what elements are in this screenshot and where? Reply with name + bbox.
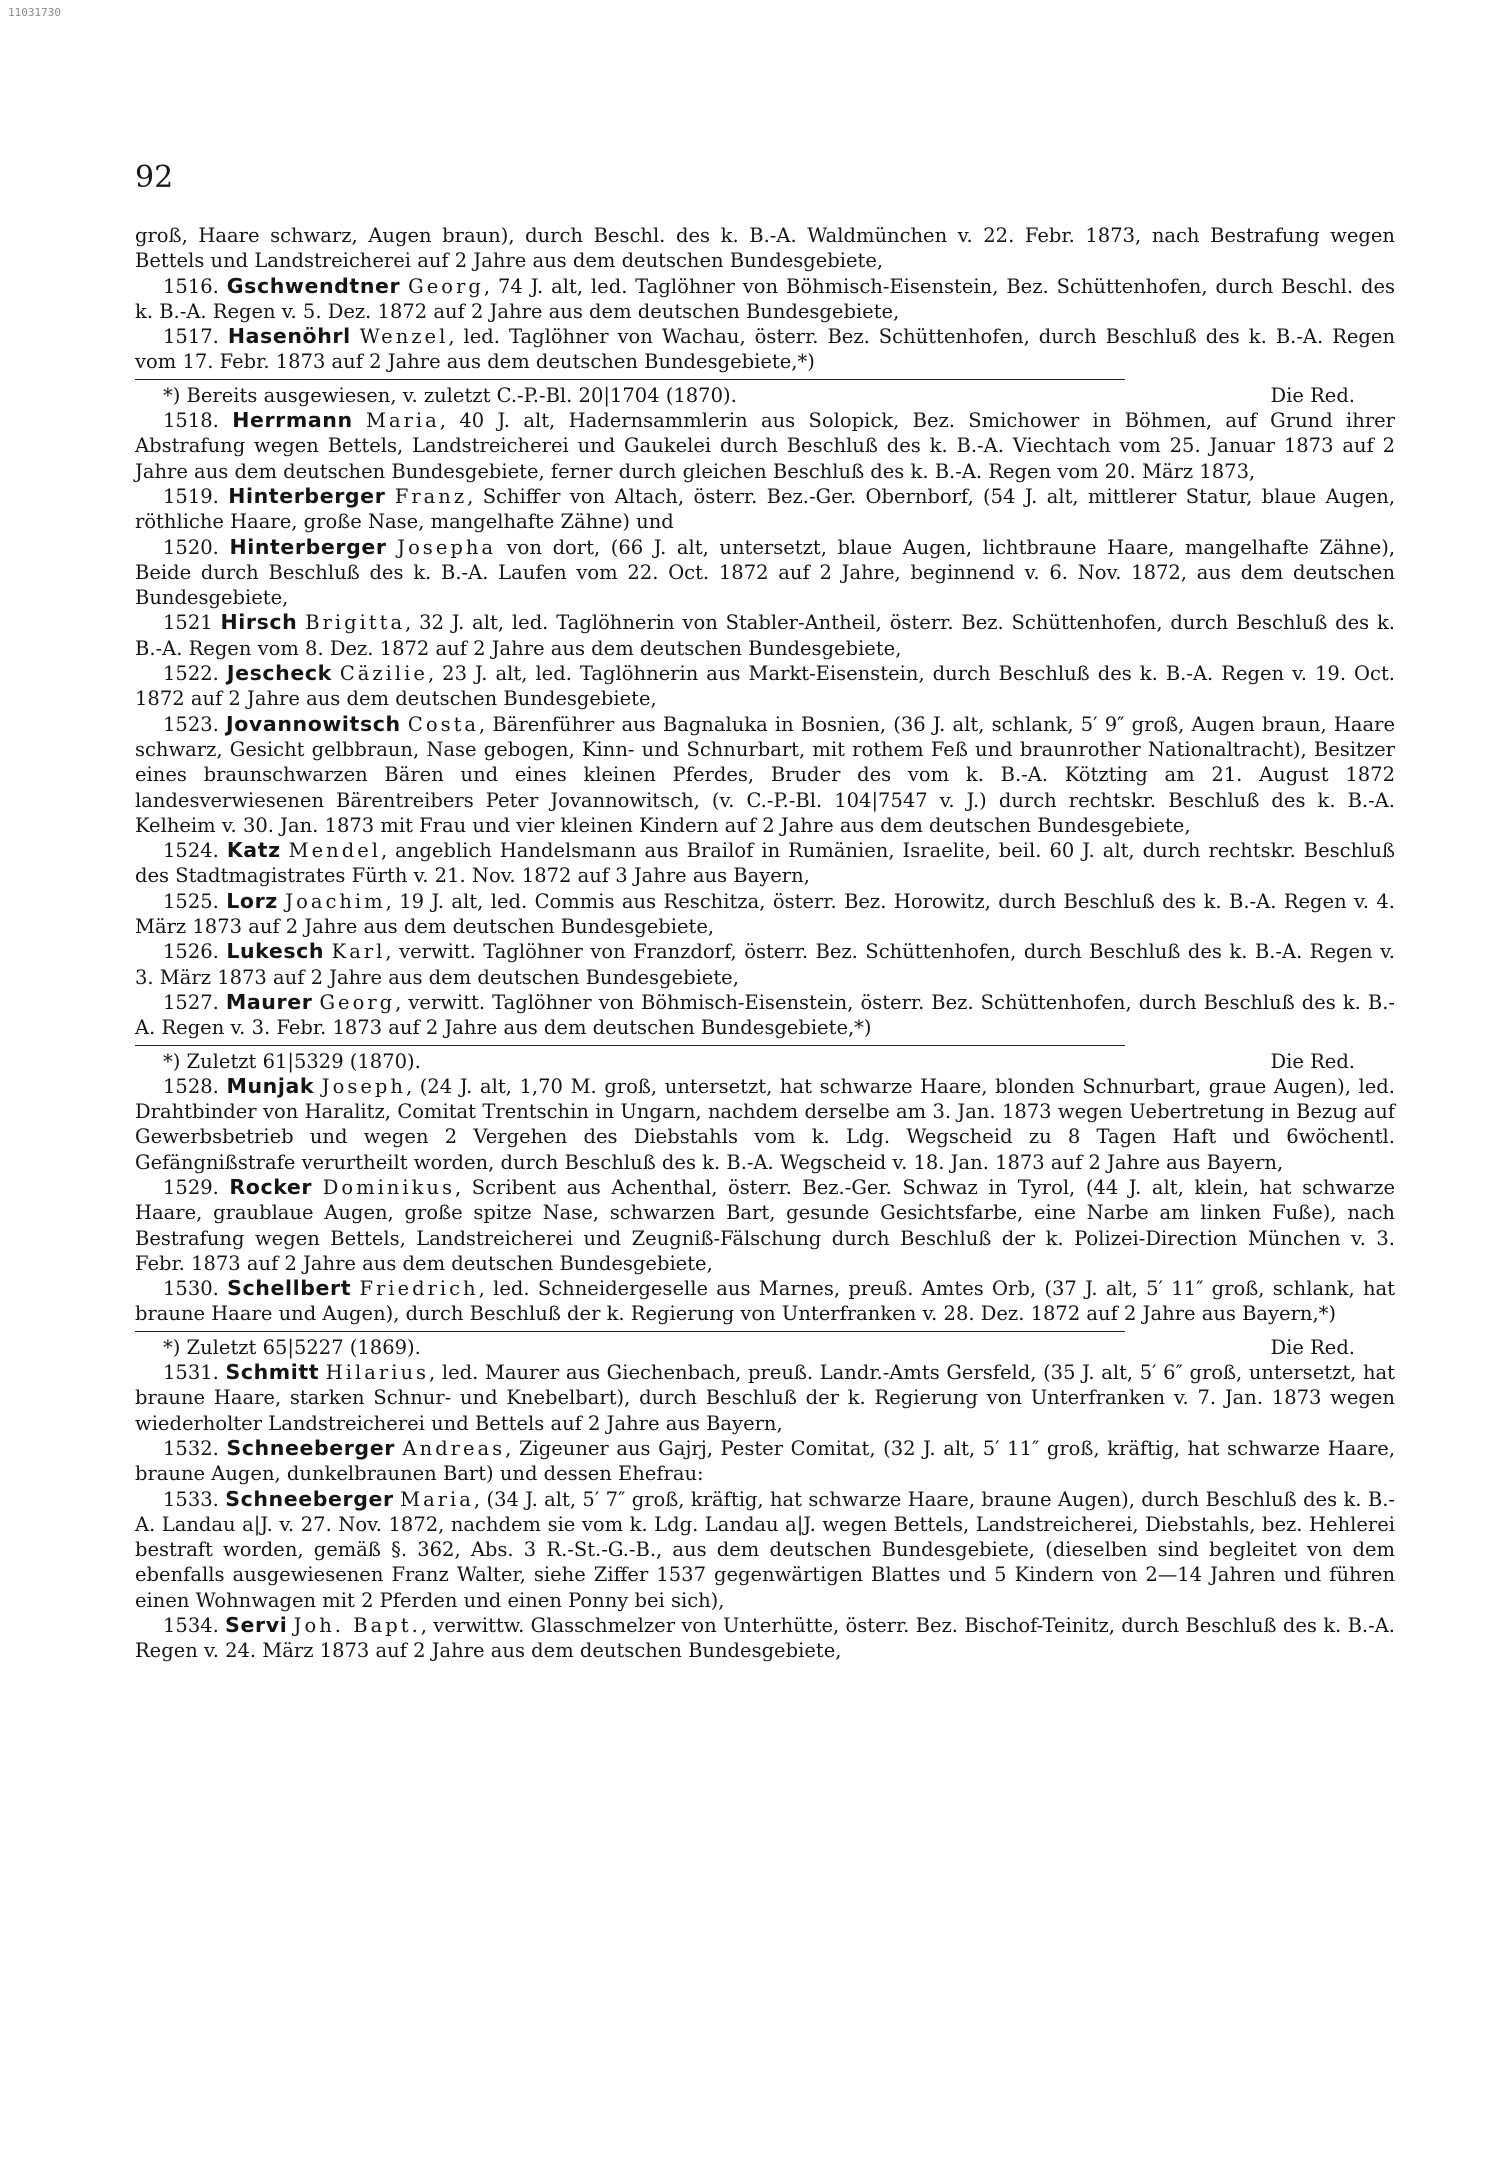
entry-given-name: Joh. Bapt.: [293, 1614, 421, 1638]
entry-text: , angeblich Handelsmann aus Brailof in Rumänien, Israelite, beil. 60 J. alt, durch rechtskr. Beschluß des Stadtmagistrates Fürth v. 21. Nov. 1872 auf 3 Jahre aus Bayern,: [135, 839, 1395, 888]
entry-given-name: Mendel: [288, 839, 381, 863]
entry-number: 1518.: [163, 409, 219, 433]
entry-surname: Maurer: [225, 989, 313, 1014]
entry-continuation: groß, Haare schwarz, Augen braun), durch Beschl. des k. B.-A. Waldmünchen v. 22. Febr. 1873, nach Bestrafung wegen Bettels und Landstreicherei auf 2 Jahre aus dem deutschen Bundesgebiete,: [135, 224, 1395, 273]
footnote: [135, 1335, 1395, 1360]
entry-number: 1521: [163, 611, 213, 635]
entry-text: , 19 J. alt, led. Commis aus Reschitza, österr. Bez. Horowitz, durch Beschluß des k. B.-A. Regen v. 4. März 1873 auf 2 Jahre aus dem deutschen Bundesgebiete,: [135, 889, 1395, 939]
footnote-divider: [135, 1331, 1125, 1332]
entry-given-name: Georg: [319, 990, 396, 1014]
entry-text: , 74 J. alt, led. Taglöhner von Böhmisch-Eisenstein, Bez. Schüttenhofen, durch Beschl. des k. B.-A. Regen v. 5. Dez. 1872 auf 2 Jahre aus dem deutschen Bundesgebiete,: [135, 274, 1395, 323]
entry-surname: Munjak: [226, 1073, 315, 1098]
footnote-signature: Die Red.: [1270, 1335, 1355, 1359]
entry-text: , verwitt. Taglöhner von Franzdorf, österr. Bez. Schüttenhofen, durch Beschluß des k. B.-A. Regen v. 3. März 1873 auf 2 Jahre aus dem deutschen Bundesgebiete,: [135, 940, 1395, 989]
entry-1524: [135, 838, 1395, 889]
entry-number: 1519.: [163, 484, 219, 508]
page-number: 92: [135, 160, 174, 195]
entry-1516: [135, 274, 1395, 325]
scan-id: 11031730: [8, 6, 61, 19]
entry-given-name: Joseph: [321, 1074, 406, 1098]
entry-surname: Lorz: [226, 888, 278, 913]
entry-number: 1530.: [163, 1277, 219, 1301]
entry-given-name: Franz: [394, 484, 468, 508]
entry-given-name: Andreas: [402, 1436, 506, 1460]
footnote-text: *) Bereits ausgewiesen, v. zuletzt C.-P.-Bl. 20|1704 (1870).: [163, 383, 737, 407]
footnote: [135, 383, 1395, 408]
entry-1525: [135, 889, 1395, 940]
entry-number: 1524.: [163, 839, 219, 863]
entry-surname: Hinterberger: [229, 534, 387, 559]
entry-surname: Servi: [225, 1613, 288, 1638]
entry-surname: Lukesch: [226, 939, 325, 964]
entry-1523: [135, 712, 1395, 838]
entry-surname: Hasenöhrl: [227, 324, 351, 349]
entry-surname: Jescheck: [226, 661, 332, 686]
entry-number: 1522.: [163, 662, 219, 686]
entry-number: 1526.: [163, 940, 219, 964]
footnote-text: *) Zuletzt 61|5329 (1870).: [163, 1049, 421, 1073]
entry-given-name: Joachim: [285, 889, 386, 913]
entry-number: 1531.: [163, 1361, 219, 1385]
entry-number: 1527.: [163, 990, 219, 1014]
entry-1532: [135, 1436, 1395, 1487]
entry-1527: [135, 990, 1395, 1041]
entry-text: , 40 J. alt, Hadernsammlerin aus Solopick, Bez. Smichower in Böhmen, auf Grund ihrer Abstrafung wegen Bettels, Landstreicherei und Gaukelei durch Beschluß des k. B.-A. Viechtach vom 25. Januar 1873 auf 2 Jahre aus dem deutschen Bundesgebiete, ferner durch gleichen Beschluß des k. B.-A. Regen vom 20. März 1873,: [135, 409, 1396, 483]
entry-given-name: Wenzel: [359, 325, 449, 349]
entry-surname: Schneeberger: [225, 1486, 394, 1511]
entry-surname: Rocker: [229, 1174, 313, 1199]
footnote: [135, 1049, 1395, 1074]
entry-text: , (24 J. alt, 1,70 M. groß, untersetzt, hat schwarze Haare, blonden Schnurbart, graue Augen), led. Drahtbinder von Haralitz, Comitat Trentschin in Ungarn, nachdem derselbe am 3. Jan. 1873 wegen Uebertretung in Bezug auf Gewerbsbetrieb und wegen 2 Vergehen des Diebstahls vom k. Ldg. Wegscheid zu 8 Tagen Haft und 6wöchentl. Gefängnißstrafe verurtheilt worden, durch Beschluß des k. B.-A. Wegscheid v. 18. Jan. 1873 auf 2 Jahre aus Bayern,: [135, 1074, 1395, 1174]
entry-number: 1517.: [163, 325, 219, 349]
entry-text: , led. Taglöhner von Wachau, österr. Bez. Schüttenhofen, durch Beschluß des k. B.-A. Regen vom 17. Febr. 1873 auf 2 Jahre aus dem deutschen Bundesgebiete,*): [135, 325, 1396, 374]
entry-1526: [135, 939, 1395, 990]
entry-given-name: Cäzilie: [339, 662, 428, 686]
entry-number: 1525.: [163, 889, 219, 913]
entry-text: , Bärenführer aus Bagnaluka in Bosnien, (36 J. alt, schlank, 5′ 9″ groß, Augen braun, Haare schwarz, Gesicht gelbbraun, Nase gebogen, Kinn- und Schnurbart, mit rothem Feß und braunrother Nationaltracht), Besitzer eines braunschwarzen Bären und eines kleinen Pferdes, Bruder des vom k. B.-A. Kötzting am 21. August 1872 landesverwiesenen Bärentreibers Peter Jovannowitsch, (v. C.-P.-Bl. 104|7547 v. J.) durch rechtskr. Beschluß des k. B.-A. Kelheim v. 30. Jan. 1873 mit Frau und vier kleinen Kindern auf 2 Jahre aus dem deutschen Bundesgebiete,: [135, 712, 1395, 837]
footnote-divider: [135, 379, 1125, 380]
entry-given-name: Costa: [407, 712, 480, 736]
entry-text: , led. Schneidergeselle aus Marnes, preuß. Amtes Orb, (37 J. alt, 5′ 11″ groß, schlank, hat braune Haare und Augen), durch Beschluß der k. Regierung von Unterfranken v. 28. Dez. 1872 auf 2 Jahre aus Bayern,*): [135, 1277, 1396, 1326]
entry-number: 1516.: [163, 274, 219, 298]
entry-1522: [135, 661, 1395, 712]
entry-text: , led. Maurer aus Giechenbach, preuß. Landr.-Amts Gersfeld, (35 J. alt, 5′ 6″ groß, untersetzt, hat braune Haare, starken Schnur- und Knebelbart), durch Beschluß der k. Regierung von Unterfranken v. 7. Jan. 1873 wegen wiederholter Landstreicherei und Bettels auf 2 Jahre aus Bayern,: [135, 1361, 1396, 1435]
entry-text: , 23 J. alt, led. Taglöhnerin aus Markt-Eisenstein, durch Beschluß des k. B.-A. Regen v. 19. Oct. 1872 auf 2 Jahre aus dem deutschen Bundesgebiete,: [135, 662, 1395, 711]
entry-1518: [135, 408, 1395, 484]
entry-given-name: Dominikus: [322, 1175, 455, 1199]
entry-given-name: Georg: [408, 274, 484, 298]
document-body: [135, 223, 1395, 1664]
entry-surname: Katz: [226, 838, 281, 863]
entry-1533: [135, 1487, 1395, 1613]
entry-1519: [135, 484, 1395, 535]
entry-given-name: Maria: [400, 1487, 474, 1511]
entry-surname: Herrmann: [232, 408, 353, 433]
entry-text: , verwittw. Glasschmelzer von Unterhütte, österr. Bez. Bischof-Teinitz, durch Beschluß des k. B.-A. Regen v. 24. März 1873 auf 2 Jahre aus dem deutschen Bundesgebiete,: [135, 1614, 1395, 1663]
entry-given-name: Josepha: [397, 535, 497, 559]
entry-given-name: Friedrich: [359, 1277, 479, 1301]
footnote-signature: Die Red.: [1270, 1049, 1355, 1073]
entry-given-name: Hilarius: [325, 1361, 430, 1385]
entry-text: , 32 J. alt, led. Taglöhnerin von Stabler-Antheil, österr. Bez. Schüttenhofen, durch Beschluß des k. B.-A. Regen vom 8. Dez. 1872 auf 2 Jahre aus dem deutschen Bundesgebiete,: [135, 611, 1396, 660]
entry-1530: [135, 1276, 1395, 1327]
entry-text: , Zigeuner aus Gajrj, Pester Comitat, (32 J. alt, 5′ 11″ groß, kräftig, hat schwarze Haare, braune Augen, dunkelbraunen Bart) und dessen Ehefrau:: [135, 1436, 1396, 1486]
entry-surname: Schneeberger: [226, 1435, 395, 1460]
entry-text: , Scribent aus Achenthal, österr. Bez.-Ger. Schwaz in Tyrol, (44 J. alt, klein, hat schwarze Haare, graublaue Augen, große spitze Nase, schwarzen Bart, gesunde Gesichtsfarbe, eine Narbe am linken Fuße), nach Bestrafung wegen Bettels, Landstreicherei und Zeugniß-Fälschung durch Beschluß der k. Polizei-Direction München v. 3. Febr. 1873 auf 2 Jahre aus dem deutschen Bundesgebiete,: [135, 1175, 1396, 1275]
entry-number: 1532.: [163, 1436, 219, 1460]
entry-number: 1523.: [163, 712, 219, 736]
entry-surname: Gschwendtner: [226, 273, 401, 298]
entry-surname: Schmitt: [225, 1360, 320, 1385]
entry-text: , verwitt. Taglöhner von Böhmisch-Eisenstein, österr. Bez. Schüttenhofen, durch Beschluß des k. B.-A. Regen v. 3. Febr. 1873 auf 2 Jahre aus dem deutschen Bundesgebiete,*): [135, 990, 1396, 1040]
entry-surname: Hinterberger: [228, 483, 386, 508]
footnote-divider: [135, 1045, 1125, 1046]
entry-given-name: Maria: [366, 409, 440, 433]
entry-1517: [135, 324, 1395, 375]
entry-1531: [135, 1360, 1395, 1436]
entry-text: , Schiffer von Altach, österr. Bez.-Ger. Obernborf, (54 J. alt, mittlerer Statur, blaue Augen, röthliche Haare, große Nase, mangelhafte Zähne) und: [135, 484, 1396, 534]
entry-given-name: Karl: [331, 940, 386, 964]
entry-given-name: Brigitta: [305, 611, 406, 635]
entry-1534: [135, 1613, 1395, 1664]
footnote-text: *) Zuletzt 65|5227 (1869).: [163, 1335, 421, 1359]
entry-number: 1534.: [163, 1614, 219, 1638]
entry-number: 1529.: [163, 1175, 219, 1199]
entry-1521: [135, 610, 1395, 661]
entry-number: 1528.: [163, 1074, 219, 1098]
entry-1520: [135, 535, 1395, 611]
entry-surname: Jovannowitsch: [226, 711, 401, 736]
entry-number: 1533.: [163, 1487, 219, 1511]
entry-text: von dort, (66 J. alt, untersetzt, blaue Augen, lichtbraune Haare, mangelhafte Zähne), Beide durch Beschluß des k. B.-A. Laufen vom 22. Oct. 1872 auf 2 Jahre, beginnend v. 6. Nov. 1872, aus dem deutschen Bundesgebiete,: [135, 535, 1396, 610]
entry-1529: [135, 1175, 1395, 1276]
entry-text: , (34 J. alt, 5′ 7″ groß, kräftig, hat schwarze Haare, braune Augen), durch Beschluß des k. B.-A. Landau a|J. v. 27. Nov. 1872, nachdem sie vom k. Ldg. Landau a|J. wegen Bettels, Landstreicherei, Diebstahls, bez. Hehlerei bestraft worden, gemäß §. 362, Abs. 3 R.-St.-G.-B., aus dem deutschen Bundesgebiete, (dieselben sind begleitet von dem ebenfalls ausgewiesenen Franz Walter, siehe Ziffer 1537 gegenwärtigen Blattes und 5 Kindern von 2—14 Jahren und führen einen Wohnwagen mit 2 Pferden und einen Ponny bei sich),: [135, 1487, 1396, 1612]
footnote-signature: Die Red.: [1270, 383, 1355, 407]
entry-surname: Hirsch: [220, 610, 298, 635]
entry-number: 1520.: [163, 535, 219, 559]
entry-1528: [135, 1074, 1395, 1175]
entry-surname: Schellbert: [227, 1276, 352, 1301]
